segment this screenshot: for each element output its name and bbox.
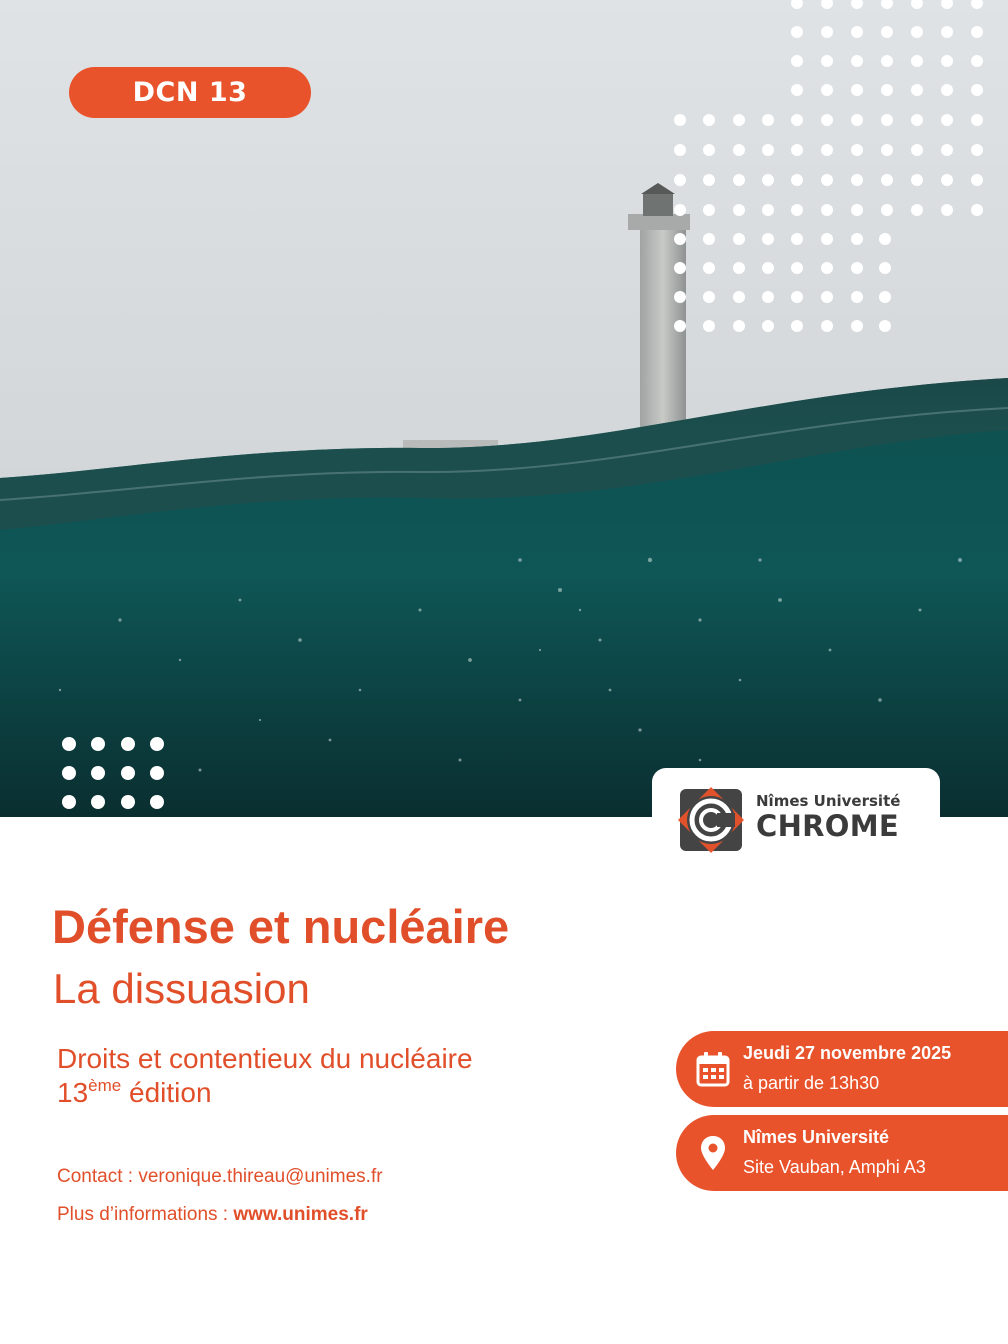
program-name: Droits et contentieux du nucléaire [57,1043,473,1074]
event-time: à partir de 13h30 [743,1073,880,1093]
edition-word: édition [129,1077,212,1108]
edition-suffix: ème [88,1076,122,1095]
logo-university-name: Nîmes Université [756,792,901,810]
chrome-logo-icon [676,785,746,855]
venue-room: Site Vauban, Amphi A3 [743,1157,926,1177]
more-info-line [57,1204,368,1226]
contact-email[interactable]: Contact : veronique.thireau@unimes.fr [57,1166,383,1187]
more-info-label: Plus d’informations : [57,1204,234,1225]
venue-name: Nîmes Université [743,1127,890,1147]
chrome-logo-card [652,768,940,864]
dcn-badge: DCN 13 [69,67,311,118]
event-date: Jeudi 27 novembre 2025 [743,1043,952,1063]
calendar-icon [696,1051,730,1087]
event-title: Défense et nucléaire [52,900,510,953]
edition-number: 13 [57,1077,89,1108]
location-pill [676,1115,1008,1191]
logo-lab-name: CHROME [756,809,900,843]
edition-line [57,1077,212,1109]
event-subtitle: La dissuasion [53,965,310,1012]
location-pin-icon [696,1135,730,1171]
website-link[interactable]: www.unimes.fr [233,1204,368,1225]
date-pill [676,1031,1008,1107]
